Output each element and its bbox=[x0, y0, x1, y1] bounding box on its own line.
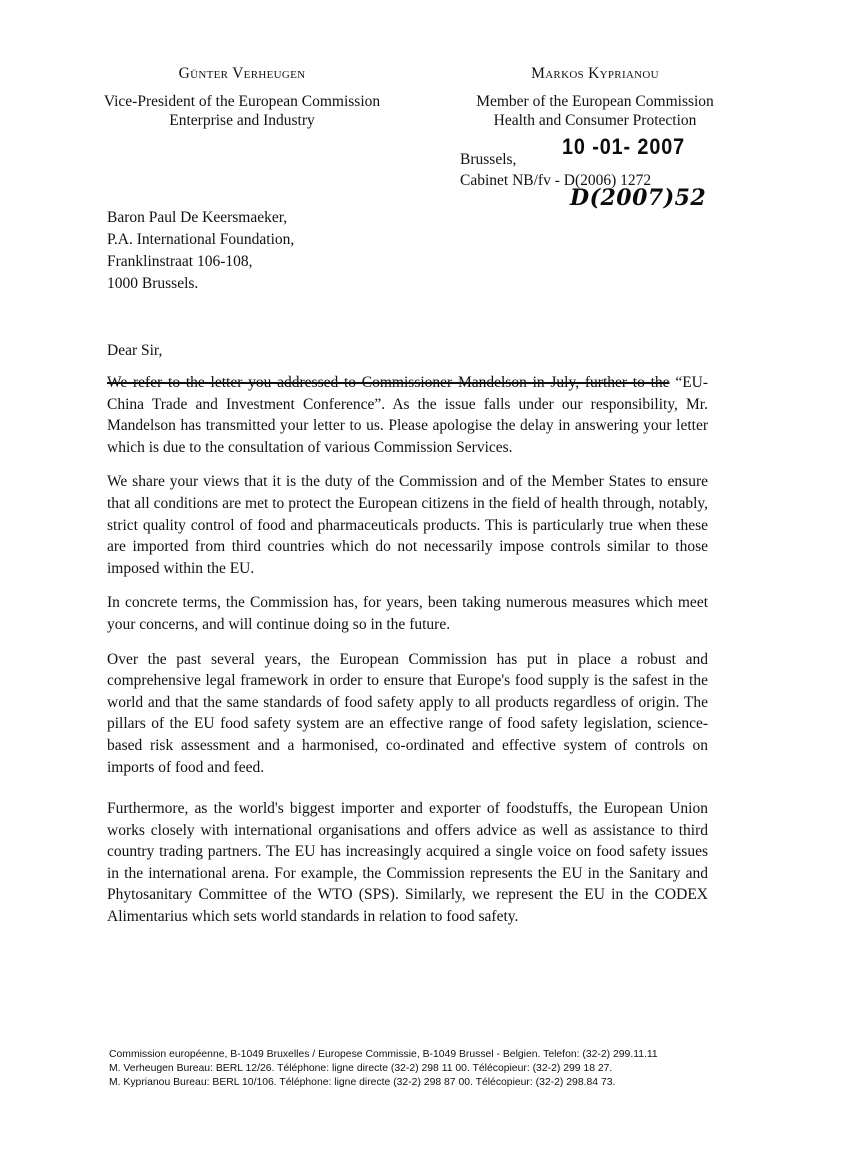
body-paragraph: We share your views that it is the duty of the Commission and of the Member States to ensure that all conditions are met to protect the European citizens in the field of health through, notably, strict quality control of food and pharmaceuticals products. This is particularly true when these are imported from third countries which do not necessarily impose controls similar to those imposed within the EU. bbox=[107, 473, 708, 577]
sender-title-line: Enterprise and Industry bbox=[169, 112, 315, 129]
footer-line: M. Verheugen Bureau: BERL 12/26. Téléphone: ligne directe (32-2) 298 11 00. Télécopieur: (32-2) 299 18 27. bbox=[109, 1063, 613, 1074]
footer-line: M. Kyprianou Bureau: BERL 10/106. Téléphone: ligne directe (32-2) 298 87 00. Télécopieur: (32-2) 298.84 73. bbox=[109, 1077, 616, 1088]
address-line: Baron Paul De Keersmaeker, bbox=[107, 209, 288, 226]
sender-title-line: Vice-President of the European Commission bbox=[103, 93, 381, 110]
sender-title-line: Member of the European Commission bbox=[476, 93, 714, 110]
letter-body bbox=[107, 372, 708, 941]
letter-footer bbox=[109, 1048, 749, 1090]
address-line: P.A. International Foundation, bbox=[107, 231, 295, 248]
address-line: 1000 Brussels. bbox=[107, 275, 199, 292]
body-paragraph: In concrete terms, the Commission has, for years, been taking numerous measures which meet your concerns, and will continue doing so in the future. bbox=[107, 594, 708, 633]
sender-title-line: Health and Consumer Protection bbox=[493, 112, 697, 129]
struck-through-text: We refer to the letter you addressed to Commissioner Mandelson in July, further to the bbox=[107, 374, 670, 391]
paragraph-text: “EU-China Trade and Investment Conference”. As the issue falls under our responsibility, Mr. Mandelson has transmitted your letter to us. Please apologise the delay in answering your letter which is due to the consultation of various Commission Services. bbox=[107, 374, 709, 456]
body-paragraph: Furthermore, as the world's biggest importer and exporter of foodstuffs, the European Union works closely with international organisations and offers advice as well as assistance to third country trading partners. The EU has increasingly acquired a single voice on food safety issues in the international arena. For example, the Commission represents the EU in the Sanitary and Phytosanitary Committee of the WTO (SPS). Similarly, we represent the EU in the CODEX Alimentarius which sets world standards in relation to food safety. bbox=[107, 800, 708, 926]
sender-name: Günter Verheugen bbox=[178, 65, 306, 82]
cabinet-reference: Cabinet NB/fv - D(2006) 1272 bbox=[460, 172, 652, 189]
sender-block-kyprianou bbox=[445, 64, 745, 130]
body-paragraph bbox=[107, 372, 708, 458]
place-label: Brussels, bbox=[460, 151, 517, 168]
body-paragraph: Over the past several years, the European Commission has put in place a robust and comprehensive legal framework in order to ensure that Europe's food supply is the safest in the world and that the same standards of food safety apply to all products regardless of origin. The pillars of the EU food safety system are an effective range of food safety legislation, science-based risk assessment and a harmonised, co-ordinated and effective system of controls on imports of food and feed. bbox=[107, 650, 708, 776]
salutation: Dear Sir, bbox=[107, 342, 163, 359]
address-line: Franklinstraat 106-108, bbox=[107, 253, 253, 270]
sender-block-verheugen bbox=[72, 64, 412, 130]
footer-line: Commission européenne, B-1049 Bruxelles / Europese Commissie, B-1049 Brussel - Belgien. Telefon: (32-2) 299.11.11 bbox=[109, 1049, 658, 1060]
date-stamp: 10 -01- 2007 bbox=[562, 134, 686, 159]
sender-name: Markos Kyprianou bbox=[531, 65, 659, 82]
handwritten-reference: D(2007)52 bbox=[570, 185, 707, 211]
recipient-address bbox=[107, 207, 294, 295]
